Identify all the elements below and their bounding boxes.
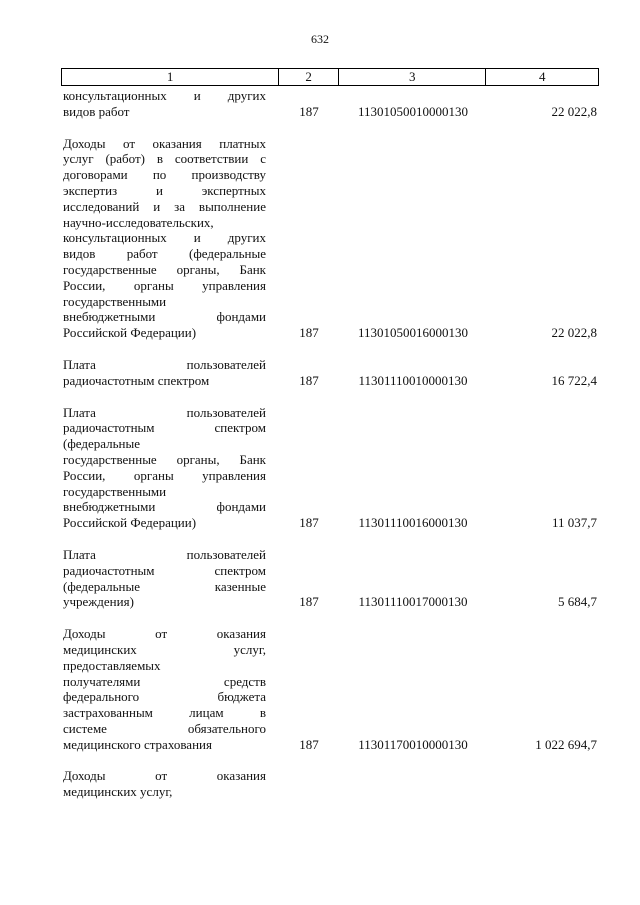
description-line: (федеральные bbox=[63, 436, 140, 452]
description-line: России, органы управления bbox=[63, 467, 266, 483]
description-line: услуг (работ) в соответствии с bbox=[63, 151, 266, 167]
description-line: Российской Федерации) bbox=[63, 325, 197, 341]
description-line: России, органы управления bbox=[63, 277, 266, 293]
row-description bbox=[61, 547, 266, 610]
header-col-2: 2 bbox=[279, 69, 339, 85]
description-line: Плата пользователей bbox=[63, 404, 266, 420]
description-line: государственными bbox=[63, 483, 167, 499]
table-row bbox=[61, 357, 599, 389]
description-line: медицинских услуг, bbox=[63, 641, 266, 657]
row-code: 11301110010000130 bbox=[358, 372, 468, 388]
description-line: Плата пользователей bbox=[63, 546, 266, 562]
table-header bbox=[61, 68, 599, 86]
table-row bbox=[61, 547, 599, 610]
header-col-1: 1 bbox=[62, 69, 279, 85]
description-line: видов работ (федеральные bbox=[63, 246, 266, 262]
description-line: консультационных и других bbox=[63, 88, 266, 103]
row-description bbox=[61, 357, 266, 389]
description-line: Доходы от оказания bbox=[63, 768, 266, 784]
row-amount: 1 022 694,7 bbox=[535, 736, 597, 752]
row-amount: 5 684,7 bbox=[558, 594, 597, 610]
row-description bbox=[61, 88, 266, 120]
description-line: Плата пользователей bbox=[63, 356, 266, 372]
description-line: экспертиз и экспертных bbox=[63, 182, 266, 198]
row-amount: 16 722,4 bbox=[551, 372, 597, 388]
row-description bbox=[61, 626, 266, 752]
description-line: получателями средств bbox=[63, 673, 266, 689]
description-line: договорами по производству bbox=[63, 167, 266, 183]
row-code: 11301170010000130 bbox=[358, 736, 468, 752]
row-amount: 22 022,8 bbox=[551, 325, 597, 341]
table-body bbox=[61, 88, 599, 816]
row-description bbox=[61, 768, 266, 800]
row-description bbox=[61, 405, 266, 531]
header-col-4: 4 bbox=[538, 69, 546, 84]
description-line: видов работ bbox=[63, 103, 130, 119]
row-amount: 22 022,8 bbox=[551, 103, 597, 119]
page-number: 632 bbox=[311, 32, 329, 46]
table-row bbox=[61, 88, 599, 120]
table-row bbox=[61, 626, 599, 752]
description-line: учреждения) bbox=[63, 594, 134, 610]
description-line: радиочастотным спектром bbox=[63, 372, 210, 388]
description-line: предоставляемых bbox=[63, 657, 161, 673]
description-line: научно-исследовательских, bbox=[63, 214, 214, 230]
row-amount: 11 037,7 bbox=[551, 515, 597, 531]
row-chapter: 187 bbox=[299, 736, 319, 752]
row-chapter: 187 bbox=[299, 515, 319, 531]
description-line: радиочастотным спектром bbox=[63, 420, 266, 436]
description-line: системе обязательного bbox=[63, 720, 266, 736]
description-line: медицинского страхования bbox=[63, 736, 212, 752]
row-chapter: 187 bbox=[299, 325, 319, 341]
row-code: 11301050010000130 bbox=[357, 103, 469, 119]
description-line: внебюджетными фондами bbox=[63, 499, 266, 515]
description-line: внебюджетными фондами bbox=[63, 309, 266, 325]
row-code: 11301110016000130 bbox=[358, 515, 468, 531]
description-line: Российской Федерации) bbox=[63, 515, 197, 531]
description-line: государственными bbox=[63, 293, 167, 309]
description-line: застрахованным лицам в bbox=[63, 705, 266, 721]
row-chapter: 187 bbox=[299, 372, 319, 388]
description-line: государственные органы, Банк bbox=[63, 261, 266, 277]
description-line: радиочастотным спектром bbox=[63, 562, 266, 578]
row-chapter: 187 bbox=[299, 594, 319, 610]
description-line: (федеральные казенные bbox=[63, 578, 266, 594]
description-line: консультационных и других bbox=[63, 230, 266, 246]
description-line: федерального бюджета bbox=[63, 689, 266, 705]
row-description bbox=[61, 136, 266, 341]
header-col-3: 3 bbox=[339, 69, 486, 85]
table-row bbox=[61, 768, 599, 800]
description-line: государственные органы, Банк bbox=[63, 451, 266, 467]
description-line: Доходы от оказания платных bbox=[63, 135, 266, 151]
row-chapter: 187 bbox=[299, 103, 319, 119]
description-line: Доходы от оказания bbox=[63, 626, 266, 642]
description-line: исследований и за выполнение bbox=[63, 198, 266, 214]
table-row bbox=[61, 136, 599, 341]
row-code: 11301110017000130 bbox=[358, 594, 468, 610]
description-line: медицинских услуг, bbox=[63, 784, 173, 800]
table-row bbox=[61, 405, 599, 531]
row-code: 11301050016000130 bbox=[357, 325, 469, 341]
